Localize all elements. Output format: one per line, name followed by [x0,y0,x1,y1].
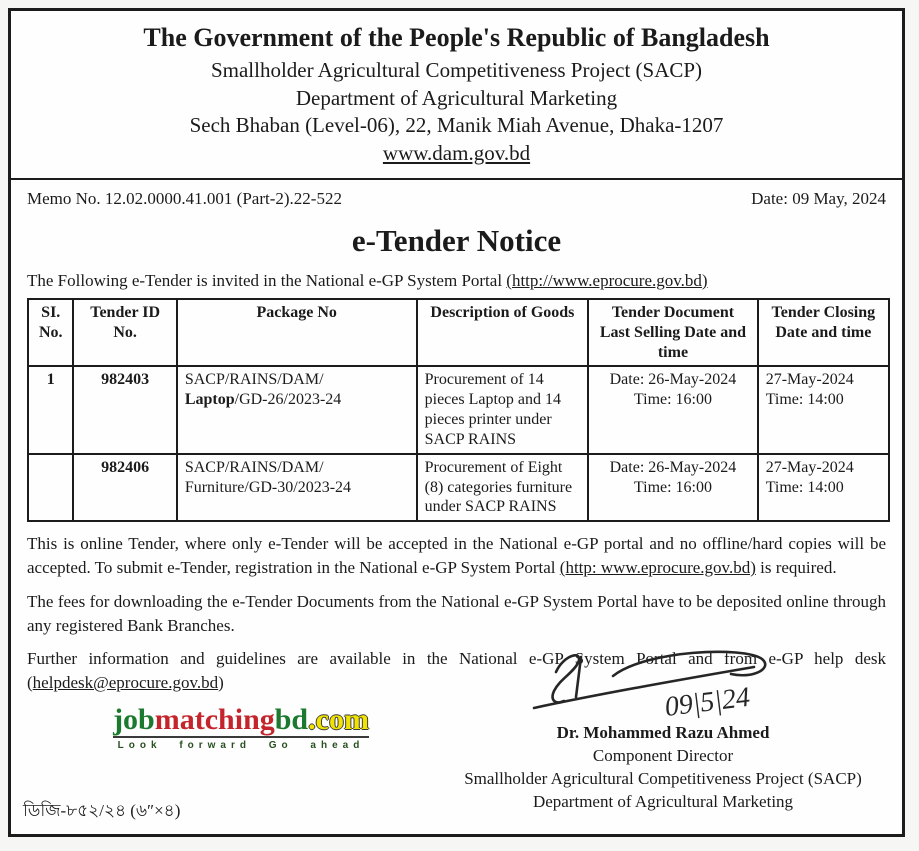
table-row [28,366,889,453]
cell-sl-no [28,454,73,521]
bottom-section [11,656,902,834]
website-link[interactable]: www.dam.gov.bd [382,141,531,166]
tender-notice-document [8,8,905,837]
cell-tender-id: 982406 [73,454,176,521]
p1-text: This is online Tender, where only e-Tender will be accepted in the National e-GP portal and no offline/hard copies will be accepted. To submit e-Tender, registration in the National e-GP System Portal [27,534,886,577]
p1-text-after: is required. [755,557,837,577]
signer-department: Department of Agricultural Marketing [532,791,794,811]
eprocure-portal-link[interactable]: (http://www.eprocure.gov.bd) [506,270,708,290]
header-description: Description of Goods [417,299,589,366]
selling-time: Time: 16:00 [633,478,712,496]
signature-date: 09|5|24 [663,681,752,723]
closing-date: 27-May-2024 [765,458,854,476]
signature-block [438,642,888,814]
intro-line [27,271,886,291]
selling-date: Date: 26-May-2024 [609,458,737,476]
cell-selling [588,366,758,453]
print-code: ডিজি-৮৫২/২৪ (৬″×৪) [23,801,181,820]
website-line [21,140,892,168]
cell-sl-no: 1 [28,366,73,453]
signer-organization: Smallholder Agricultural Competitiveness Project (SACP) [464,768,862,788]
intro-text: The Following e-Tender is invited in the National e-GP System Portal [27,270,507,290]
logo-job: job [113,703,155,736]
memo-number: Memo No. 12.02.0000.41.001 (Part-2).22-522 [27,188,342,208]
helpdesk-email-link[interactable]: helpdesk@eprocure.gov.bd [32,673,219,693]
cell-package [177,454,417,521]
p3-text-after: ) [218,673,224,693]
logo-tagline: Look forward Go ahead [117,739,365,751]
header-sl-no: SI. No. [28,299,73,366]
jobmatchingbd-logo [113,704,369,738]
eprocure-registration-link[interactable]: (http: www.eprocure.gov.bd) [559,557,756,577]
p3-text: Further information and guidelines are available in the National e-GP System Portal and from e-GP help desk ( [27,649,886,693]
signer-name: Dr. Mohammed Razu Ahmed [556,723,770,742]
cell-closing [758,366,889,453]
signer-designation: Component Director [592,745,734,765]
memo-date: Date: 09 May, 2024 [751,188,886,208]
closing-date: 27-May-2024 [765,371,854,389]
package-rest-part: /GD-26/2023-24 [234,391,342,409]
notice-title: e-Tender Notice [351,222,562,258]
paragraph-fees: The fees for downloading the e-Tender Documents from the National e-GP System Portal have to be deposited online through any registered Bank Branches. [27,591,886,635]
cell-package [177,366,417,453]
package-line2 [185,390,409,410]
cell-description: Procurement of 14 pieces Laptop and 14 pieces printer under SACP RAINS [417,366,589,453]
header-tender-id: Tender ID No. [73,299,176,366]
office-address: Sech Bhaban (Level-06), 22, Manik Miah Avenue, Dhaka-1207 [189,113,724,138]
package-line2 [185,478,409,498]
package-bold-part: Laptop [184,391,235,409]
header-selling-date: Tender Document Last Selling Date and time [588,299,758,366]
letterhead [11,11,902,180]
package-line1: SACP/RAINS/DAM/ [184,458,324,476]
cell-selling [588,454,758,521]
table-row [28,454,889,521]
header-closing-date: Tender Closing Date and time [758,299,889,366]
department-name: Department of Agricultural Marketing [295,85,618,110]
paragraph-online-tender [27,532,886,580]
signature-icon [518,642,808,726]
logo-com: .com [308,703,369,736]
selling-time: Time: 16:00 [633,391,712,409]
package-rest-part: Furniture/GD-30/2023-24 [184,478,352,496]
header-package-no: Package No [177,299,417,366]
project-name: Smallholder Agricultural Competitiveness Project (SACP) [210,58,703,82]
package-line1: SACP/RAINS/DAM/ [184,371,324,389]
cell-tender-id: 982403 [73,366,176,453]
table-header-row [28,299,889,366]
jobmatchingbd-watermark [106,704,376,751]
logo-matching: matching [154,703,275,736]
cell-closing [758,454,889,521]
tender-table [27,298,890,522]
government-title: The Government of the People's Republic of Bangladesh [143,23,770,52]
selling-date: Date: 26-May-2024 [609,371,737,389]
cell-description: Procurement of Eight (8) categories furniture under SACP RAINS [417,454,589,521]
closing-time: Time: 14:00 [765,478,844,496]
closing-time: Time: 14:00 [765,391,844,409]
memo-row [11,180,902,209]
logo-bd: bd [274,703,309,736]
